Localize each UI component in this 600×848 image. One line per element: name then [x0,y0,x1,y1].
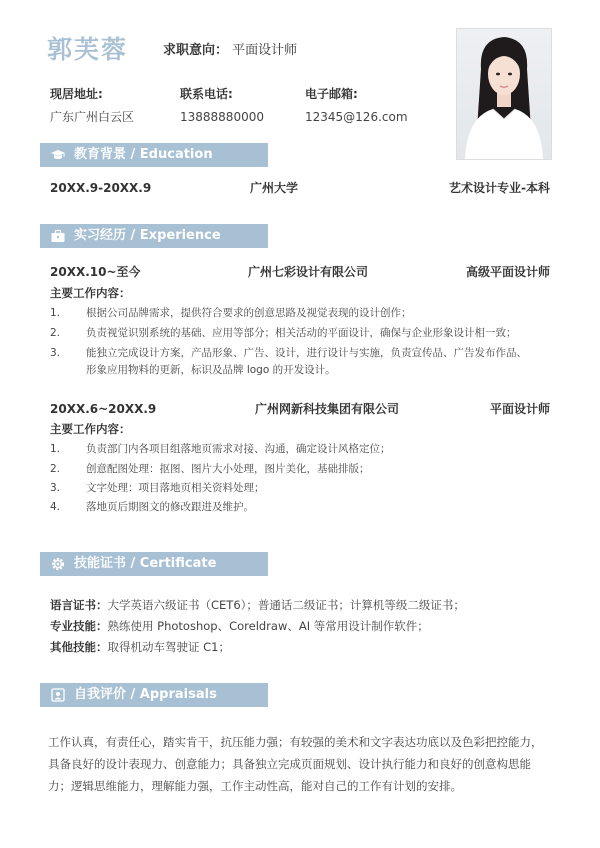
address-value: 广东广州白云区 [50,110,135,124]
job1-duty-label: 主要工作内容： [50,286,131,300]
appraisal-line: 力；逻辑思维能力，理解能力强，工作主动性高，能对自己的工作有计划的安排。 [48,779,462,793]
job2-title: 平面设计师 [489,402,550,416]
id-card-icon [50,687,66,703]
skill-professional: 专业技能：熟练使用 Photoshop、Coreldraw、AI 等常用设计制作软件； [50,619,429,633]
job1-period: 20XX.10~至今 [50,265,141,279]
job1-company: 广州七彩设计有限公司 [248,265,369,279]
section-certificate-title: 技能证书 / Certificate [74,556,217,571]
email-value[interactable]: 12345@126.com [305,110,408,124]
gear-icon [50,556,66,572]
education-major: 艺术设计专业-本科 [449,181,550,195]
education-school: 广州大学 [250,181,299,195]
section-education [40,143,268,167]
list-item-continuation: 形象应用物料的更新，标识及品牌 logo 的开发设计。 [86,364,336,376]
job2-company: 广州网新科技集团有限公司 [255,402,400,416]
job2-duty-label: 主要工作内容： [50,422,131,436]
appraisal-line: 具备良好的设计表现力、创意能力；具备独立完成页面规划、设计执行能力和良好的创意构思能 [48,757,531,771]
appraisal-paragraph [48,731,558,797]
phone-value: 13888880000 [180,110,264,124]
job-intent-label: 求职意向： [163,43,229,58]
section-appraisals-title: 自我评价 / Appraisals [74,687,217,702]
skill-other: 其他技能：取得机动车驾驶证 C1； [50,640,231,654]
job1-title: 高级平面设计师 [465,265,550,279]
section-certificate [40,552,268,576]
list-item: 4. 落地页后期图文的修改跟进及维护。 [50,501,254,513]
briefcase-icon [50,228,66,244]
profile-photo [456,28,552,160]
job-intent-value: 平面设计师 [232,43,298,58]
list-item: 3. 能独立完成设计方案，产品形象、广告、设计，进行设计与实施，负责宣传品、广告发布作品、 [50,347,527,359]
phone-label: 联系电话: [180,87,233,101]
list-item: 3. 文字处理：项目落地页相关资料处理； [50,482,265,494]
section-appraisals [40,683,268,707]
section-education-title: 教育背景 / Education [74,147,213,162]
portrait-illustration [457,29,551,159]
candidate-name: 郭芙蓉 [47,35,129,64]
section-experience [40,224,268,248]
list-item: 1. 根据公司品牌需求，提供符合要求的创意思路及视觉表现的设计创作； [50,307,412,319]
list-item: 1. 负责部门内各项目组落地页需求对接、沟通，确定设计风格定位； [50,443,391,455]
job2-period: 20XX.6~20XX.9 [50,402,157,416]
email-label: 电子邮箱: [305,87,358,101]
list-item: 2. 创意配图处理：抠图、图片大小处理，图片美化，基础排版； [50,463,370,475]
list-item: 2. 负责视觉识别系统的基础、应用等部分；相关活动的平面设计，确保与企业形象设计相一致； [50,327,517,339]
skill-language: 语言证书：大学英语六级证书（CET6）；普通话二级证书；计算机等级二级证书； [50,598,465,612]
section-experience-title: 实习经历 / Experience [74,228,221,243]
education-period: 20XX.9-20XX.9 [50,181,152,195]
address-label: 现居地址: [50,87,103,101]
graduation-cap-icon [50,147,66,163]
job-intent [163,42,297,60]
appraisal-line: 工作认真，有责任心，踏实肯干，抗压能力强；有较强的美术和文字表达功底以及色彩把控能力， [48,735,543,749]
